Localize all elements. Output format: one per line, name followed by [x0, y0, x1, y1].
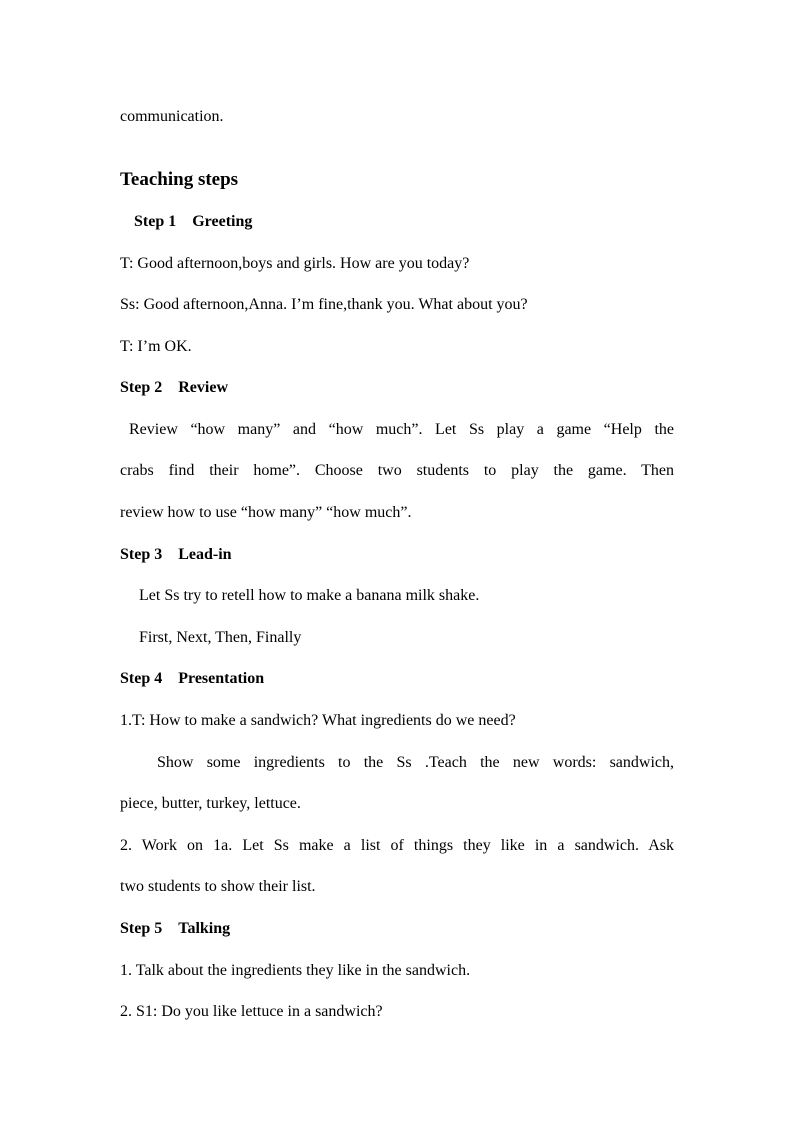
step2-line-3: review how to use “how many” “how much”. — [120, 504, 412, 521]
step2-heading — [120, 378, 674, 398]
step5-number: Step 5 — [120, 920, 163, 937]
step1-line-1: T: Good afternoon,boys and girls. How are you today? — [120, 255, 470, 272]
step5-line-1: 1. Talk about the ingredients they like in the sandwich. — [120, 962, 471, 979]
step4-heading — [120, 669, 674, 689]
step4-line-1: 1.T: How to make a sandwich? What ingredients do we need? — [120, 712, 516, 729]
step5-name: Talking — [178, 920, 231, 937]
step3-line-1: Let Ss try to retell how to make a banana milk shake. — [139, 587, 480, 604]
intro-tail-text: communication. — [120, 108, 224, 125]
step2-line-2: crabs find their home”. Choose two students to play the game. Then — [120, 462, 674, 479]
step4-line-4: 2. Work on 1a. Let Ss make a list of things they like in a sandwich. Ask — [120, 837, 674, 854]
step5-line-2: 2. S1: Do you like lettuce in a sandwich? — [120, 1003, 383, 1020]
step1-line-2: Ss: Good afternoon,Anna. I’m fine,thank you. What about you? — [120, 296, 528, 313]
step2-number: Step 2 — [120, 379, 163, 396]
step1-number: Step 1 — [134, 213, 177, 230]
section-title: Teaching steps — [120, 169, 239, 190]
step1-name: Greeting — [192, 213, 253, 230]
step4-name: Presentation — [178, 670, 265, 687]
step5-heading — [120, 919, 674, 939]
step3-line-2: First, Next, Then, Finally — [139, 629, 302, 646]
step3-heading — [120, 545, 674, 565]
step1-line-3: T: I’m OK. — [120, 338, 192, 355]
step4-line-5: two students to show their list. — [120, 878, 316, 895]
step4-line-2: Show some ingredients to the Ss .Teach the new words: sandwich, — [157, 754, 674, 771]
step3-number: Step 3 — [120, 546, 163, 563]
step3-name: Lead-in — [178, 546, 232, 563]
step1-heading — [134, 212, 688, 232]
step4-line-3: piece, butter, turkey, lettuce. — [120, 795, 301, 812]
step4-number: Step 4 — [120, 670, 163, 687]
step2-name: Review — [178, 379, 228, 396]
step2-line-1: Review “how many” and “how much”. Let Ss play a game “Help the — [129, 421, 674, 438]
